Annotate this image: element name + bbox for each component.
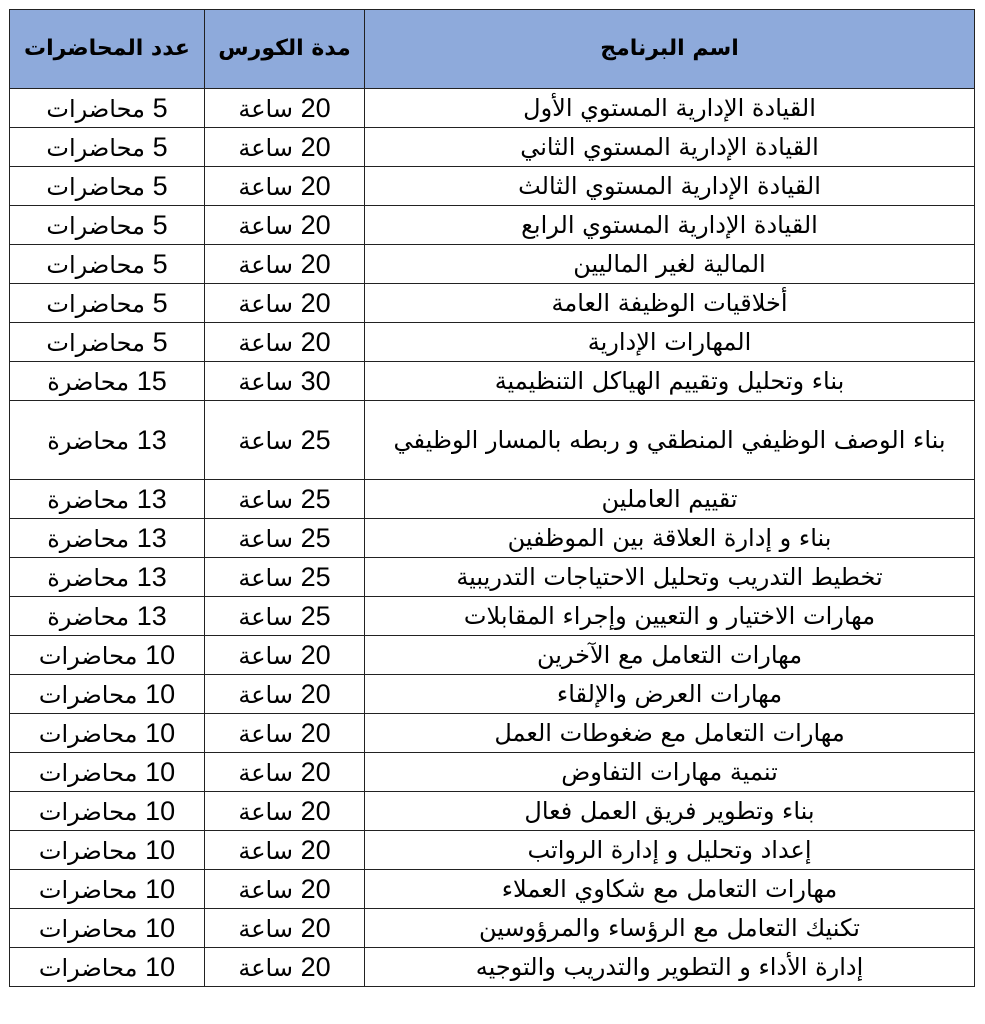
- lectures-count-value: 10: [145, 756, 176, 787]
- duration-hours-value: 25: [300, 424, 331, 455]
- lectures-count-unit: محاضرة: [47, 524, 130, 553]
- lectures-count-value: 10: [145, 717, 176, 748]
- cell-lectures-count: [10, 245, 205, 284]
- table-row: [10, 675, 975, 714]
- lectures-count-unit: محاضرات: [38, 953, 138, 982]
- lectures-count-value: 10: [145, 639, 176, 670]
- duration-hours-value: 25: [300, 483, 331, 514]
- lectures-count-unit: محاضرات: [38, 797, 138, 826]
- table-body: [10, 89, 975, 987]
- cell-program-name: تخطيط التدريب وتحليل الاحتياجات التدريبية: [365, 558, 975, 597]
- cell-course-duration: [205, 948, 365, 987]
- cell-program-name: مهارات التعامل مع الآخرين: [365, 636, 975, 675]
- duration-hours-unit: ساعة: [238, 524, 293, 553]
- cell-program-name: تنمية مهارات التفاوض: [365, 753, 975, 792]
- duration-hours-unit: ساعة: [238, 172, 293, 201]
- table-row: [10, 480, 975, 519]
- cell-program-name: بناء و إدارة العلاقة بين الموظفين: [365, 519, 975, 558]
- lectures-count-unit: محاضرات: [38, 641, 138, 670]
- duration-hours-value: 20: [300, 678, 331, 709]
- header-lectures-count: عدد المحاضرات: [10, 10, 205, 89]
- duration-hours-value: 20: [300, 287, 331, 318]
- cell-program-name: القيادة الإدارية المستوي الثاني: [365, 128, 975, 167]
- duration-hours-unit: ساعة: [238, 875, 293, 904]
- cell-lectures-count: [10, 831, 205, 870]
- table-row: [10, 245, 975, 284]
- cell-course-duration: [205, 831, 365, 870]
- cell-program-name: إعداد وتحليل و إدارة الرواتب: [365, 831, 975, 870]
- cell-lectures-count: [10, 89, 205, 128]
- lectures-count-unit: محاضرة: [47, 426, 130, 455]
- cell-lectures-count: [10, 675, 205, 714]
- table-row: [10, 714, 975, 753]
- duration-hours-unit: ساعة: [238, 426, 293, 455]
- table-row: [10, 206, 975, 245]
- cell-course-duration: [205, 909, 365, 948]
- duration-hours-unit: ساعة: [238, 602, 293, 631]
- lectures-count-value: 13: [136, 600, 167, 631]
- lectures-count-unit: محاضرة: [47, 563, 130, 592]
- lectures-count-value: 15: [136, 365, 167, 396]
- duration-hours-unit: ساعة: [238, 563, 293, 592]
- lectures-count-unit: محاضرات: [38, 719, 138, 748]
- duration-hours-unit: ساعة: [238, 953, 293, 982]
- table-row: [10, 323, 975, 362]
- cell-lectures-count: [10, 636, 205, 675]
- cell-program-name: المالية لغير الماليين: [365, 245, 975, 284]
- duration-hours-unit: ساعة: [238, 914, 293, 943]
- duration-hours-value: 25: [300, 600, 331, 631]
- cell-lectures-count: [10, 206, 205, 245]
- duration-hours-unit: ساعة: [238, 719, 293, 748]
- lectures-count-value: 10: [145, 678, 176, 709]
- lectures-count-value: 5: [152, 287, 168, 318]
- lectures-count-value: 5: [152, 209, 168, 240]
- cell-course-duration: [205, 167, 365, 206]
- lectures-count-unit: محاضرات: [38, 758, 138, 787]
- duration-hours-value: 20: [300, 92, 331, 123]
- lectures-count-value: 10: [145, 834, 176, 865]
- cell-course-duration: [205, 870, 365, 909]
- duration-hours-unit: ساعة: [238, 680, 293, 709]
- cell-program-name: تقييم العاملين: [365, 480, 975, 519]
- courses-table-container: [9, 9, 974, 987]
- cell-program-name: بناء وتحليل وتقييم الهياكل التنظيمية: [365, 362, 975, 401]
- cell-course-duration: [205, 480, 365, 519]
- header-program-name: اسم البرنامج: [365, 10, 975, 89]
- duration-hours-unit: ساعة: [238, 133, 293, 162]
- cell-lectures-count: [10, 948, 205, 987]
- lectures-count-value: 13: [136, 561, 167, 592]
- lectures-count-unit: محاضرات: [38, 680, 138, 709]
- cell-program-name: إدارة الأداء و التطوير والتدريب والتوجيه: [365, 948, 975, 987]
- duration-hours-value: 20: [300, 717, 331, 748]
- lectures-count-value: 13: [136, 483, 167, 514]
- duration-hours-value: 20: [300, 326, 331, 357]
- table-row: [10, 753, 975, 792]
- table-row: [10, 167, 975, 206]
- cell-lectures-count: [10, 714, 205, 753]
- duration-hours-unit: ساعة: [238, 289, 293, 318]
- lectures-count-unit: محاضرة: [47, 602, 130, 631]
- lectures-count-value: 13: [136, 522, 167, 553]
- lectures-count-value: 10: [145, 912, 176, 943]
- lectures-count-value: 13: [136, 424, 167, 455]
- header-row: [10, 10, 975, 89]
- cell-program-name: القيادة الإدارية المستوي الأول: [365, 89, 975, 128]
- cell-course-duration: [205, 284, 365, 323]
- table-row: [10, 362, 975, 401]
- cell-course-duration: [205, 675, 365, 714]
- lectures-count-unit: محاضرات: [46, 133, 145, 162]
- duration-hours-unit: ساعة: [238, 485, 293, 514]
- cell-course-duration: [205, 245, 365, 284]
- cell-course-duration: [205, 597, 365, 636]
- lectures-count-value: 5: [152, 170, 168, 201]
- cell-course-duration: [205, 89, 365, 128]
- cell-program-name: بناء الوصف الوظيفي المنطقي و ربطه بالمسار الوظيفي: [365, 401, 975, 480]
- cell-program-name: تكنيك التعامل مع الرؤساء والمرؤوسين: [365, 909, 975, 948]
- lectures-count-unit: محاضرات: [46, 94, 145, 123]
- header-course-duration: مدة الكورس: [205, 10, 365, 89]
- lectures-count-unit: محاضرات: [38, 875, 138, 904]
- table-row: [10, 128, 975, 167]
- cell-course-duration: [205, 362, 365, 401]
- lectures-count-unit: محاضرات: [46, 328, 145, 357]
- duration-hours-unit: ساعة: [238, 641, 293, 670]
- duration-hours-value: 25: [300, 561, 331, 592]
- duration-hours-value: 20: [300, 639, 331, 670]
- cell-program-name: المهارات الإدارية: [365, 323, 975, 362]
- lectures-count-unit: محاضرات: [46, 250, 145, 279]
- lectures-count-unit: محاضرات: [38, 836, 138, 865]
- cell-program-name: القيادة الإدارية المستوي الرابع: [365, 206, 975, 245]
- cell-course-duration: [205, 558, 365, 597]
- cell-program-name: مهارات الاختيار و التعيين وإجراء المقابلات: [365, 597, 975, 636]
- lectures-count-unit: محاضرات: [46, 211, 145, 240]
- cell-course-duration: [205, 714, 365, 753]
- cell-course-duration: [205, 401, 365, 480]
- duration-hours-value: 20: [300, 795, 331, 826]
- cell-course-duration: [205, 206, 365, 245]
- duration-hours-unit: ساعة: [238, 836, 293, 865]
- cell-lectures-count: [10, 323, 205, 362]
- table-row: [10, 870, 975, 909]
- cell-course-duration: [205, 753, 365, 792]
- duration-hours-value: 20: [300, 912, 331, 943]
- lectures-count-value: 5: [152, 248, 168, 279]
- lectures-count-value: 5: [152, 92, 168, 123]
- cell-lectures-count: [10, 870, 205, 909]
- duration-hours-unit: ساعة: [238, 367, 293, 396]
- lectures-count-unit: محاضرات: [46, 172, 145, 201]
- cell-course-duration: [205, 792, 365, 831]
- cell-lectures-count: [10, 284, 205, 323]
- cell-program-name: مهارات العرض والإلقاء: [365, 675, 975, 714]
- cell-lectures-count: [10, 362, 205, 401]
- table-row: [10, 831, 975, 870]
- cell-course-duration: [205, 128, 365, 167]
- duration-hours-value: 20: [300, 170, 331, 201]
- lectures-count-unit: محاضرة: [47, 367, 130, 396]
- duration-hours-value: 20: [300, 248, 331, 279]
- lectures-count-value: 10: [145, 795, 176, 826]
- duration-hours-unit: ساعة: [238, 328, 293, 357]
- duration-hours-value: 20: [300, 209, 331, 240]
- cell-lectures-count: [10, 128, 205, 167]
- cell-lectures-count: [10, 792, 205, 831]
- cell-course-duration: [205, 323, 365, 362]
- cell-lectures-count: [10, 753, 205, 792]
- cell-program-name: بناء وتطوير فريق العمل فعال: [365, 792, 975, 831]
- table-row: [10, 284, 975, 323]
- table-row: [10, 401, 975, 480]
- duration-hours-value: 20: [300, 756, 331, 787]
- lectures-count-value: 10: [145, 951, 176, 982]
- cell-lectures-count: [10, 909, 205, 948]
- table-row: [10, 519, 975, 558]
- table-header: [10, 10, 975, 89]
- duration-hours-unit: ساعة: [238, 797, 293, 826]
- cell-program-name: مهارات التعامل مع شكاوي العملاء: [365, 870, 975, 909]
- duration-hours-value: 20: [300, 834, 331, 865]
- duration-hours-unit: ساعة: [238, 758, 293, 787]
- lectures-count-unit: محاضرة: [47, 485, 130, 514]
- cell-lectures-count: [10, 597, 205, 636]
- cell-program-name: مهارات التعامل مع ضغوطات العمل: [365, 714, 975, 753]
- lectures-count-value: 10: [145, 873, 176, 904]
- duration-hours-value: 20: [300, 131, 331, 162]
- duration-hours-value: 25: [300, 522, 331, 553]
- table-row: [10, 948, 975, 987]
- table-row: [10, 89, 975, 128]
- duration-hours-unit: ساعة: [238, 211, 293, 240]
- cell-program-name: أخلاقيات الوظيفة العامة: [365, 284, 975, 323]
- table-row: [10, 558, 975, 597]
- cell-lectures-count: [10, 167, 205, 206]
- lectures-count-value: 5: [152, 326, 168, 357]
- cell-program-name: القيادة الإدارية المستوي الثالث: [365, 167, 975, 206]
- table-row: [10, 909, 975, 948]
- duration-hours-value: 30: [300, 365, 331, 396]
- table-row: [10, 597, 975, 636]
- cell-lectures-count: [10, 519, 205, 558]
- table-row: [10, 636, 975, 675]
- cell-lectures-count: [10, 480, 205, 519]
- cell-course-duration: [205, 519, 365, 558]
- courses-table: [9, 9, 975, 987]
- cell-lectures-count: [10, 401, 205, 480]
- duration-hours-value: 20: [300, 873, 331, 904]
- table-row: [10, 792, 975, 831]
- lectures-count-value: 5: [152, 131, 168, 162]
- duration-hours-unit: ساعة: [238, 94, 293, 123]
- duration-hours-unit: ساعة: [238, 250, 293, 279]
- cell-course-duration: [205, 636, 365, 675]
- lectures-count-unit: محاضرات: [38, 914, 138, 943]
- cell-lectures-count: [10, 558, 205, 597]
- duration-hours-value: 20: [300, 951, 331, 982]
- lectures-count-unit: محاضرات: [46, 289, 145, 318]
